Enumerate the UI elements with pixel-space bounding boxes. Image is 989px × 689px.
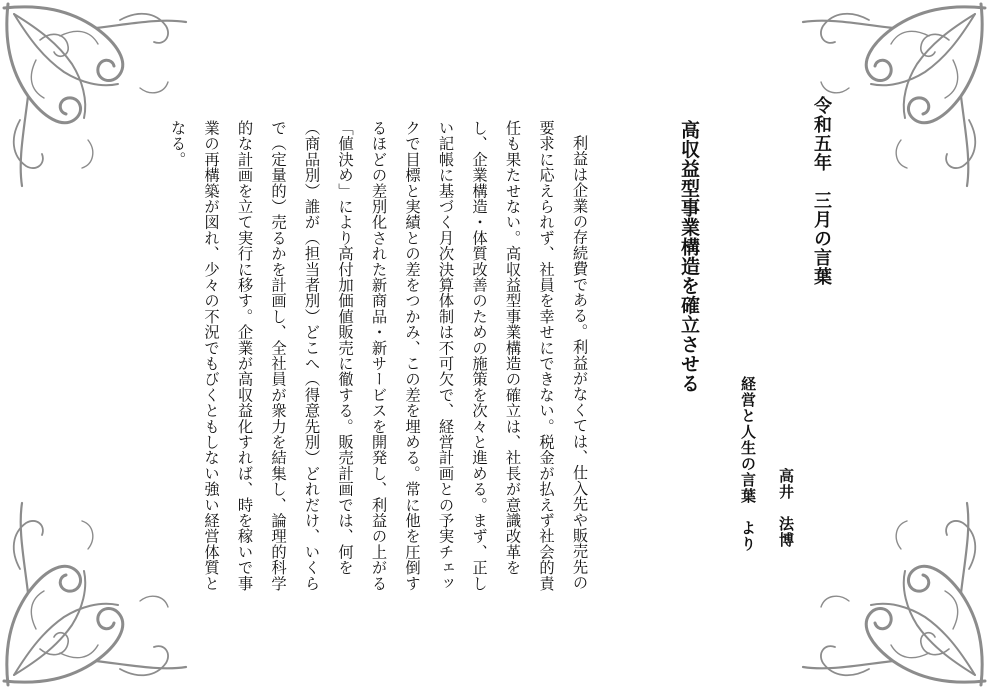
- flourish-ornament-icon: [799, 499, 989, 689]
- corner-ornament-icon: [799, 499, 989, 689]
- body-text: [160, 120, 596, 600]
- body-paragraph: 利益は企業の存続費である。利益がなくては、仕入先や販売先の要求に応えられず、社員を幸せにできない。税金が払えず社会的責任も果たせない。高収益型事業構造の確立は、社長が意識改革をし、企業構造・体質改善のための施策を次々と進める。まず、正しい記帳に基づく月次決算体制は不可欠で、経営計画との予実チェックで目標と実績との差をつかみ、この差を埋める。常に他を圧倒するほどの差別化された新商品・新サービスを開発し、利益の上がる「値決め」により高付加価値販売に徹する。販売計画では、何を（商品別）誰が（担当者別）どこへ（得意先別）どれだけ、いくらで（定量的）売るかを計画し、全社員が衆力を結集し、論理的科学的な計画を立て実行に移す。企業が高収益化すれば、時を稼いで事業の再構築が図れ、少々の不況でもびくともしない強い経営体質となる。: [168, 120, 589, 591]
- date-heading: 令和五年 三月の言葉: [811, 96, 832, 286]
- author-name: 高井 法博: [777, 468, 795, 548]
- page-title: 高収益型事業構造を確立させる: [678, 120, 700, 393]
- source-credit: 経営と人生の言葉 より: [739, 376, 757, 552]
